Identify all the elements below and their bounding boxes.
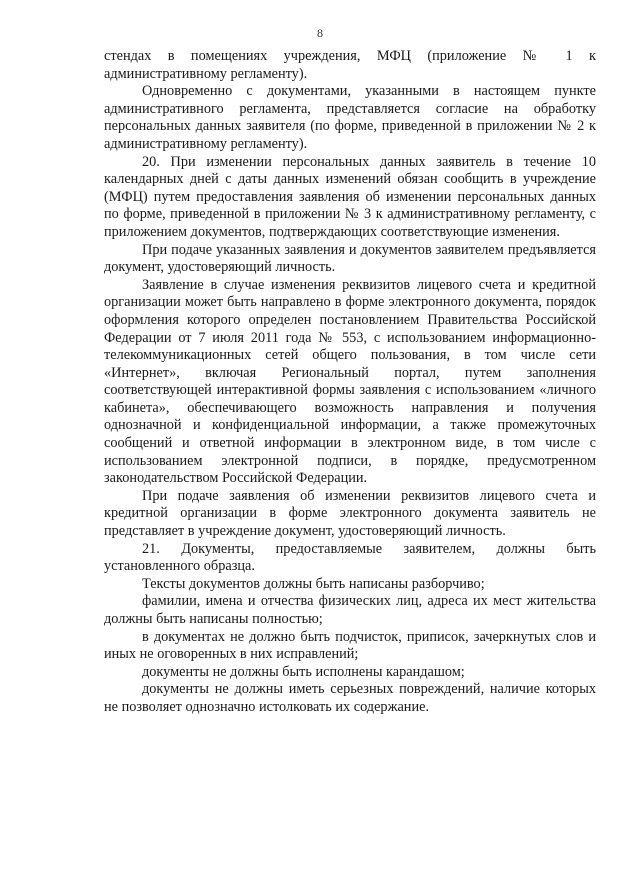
page-number: 8	[317, 26, 323, 40]
paragraph-identity-document: При подаче указанных заявления и документов заявителем предъявляется документ, удостоверяющий личность.	[104, 241, 596, 276]
paragraph-full-names: фамилии, имена и отчества физических лиц, адреса их мест жительства должны быть написаны полностью;	[104, 593, 596, 627]
paragraph-consent: Одновременно с документами, указанными в настоящем пункте административного регламента, представляется согласие на обработку персональных данных заявителя (по форме, приведенной в приложении № 2 к административному регламенту).	[104, 83, 596, 152]
paragraph-continuation: стендах в помещениях учреждения, МФЦ (приложение № 1 к административному регламенту).	[104, 48, 596, 82]
paragraph-no-damage: документы не должны иметь серьезных повреждений, наличие которых не позволяет однозначно истолковать их содержание.	[104, 681, 596, 715]
paragraph-legible-text: Тексты документов должны быть написаны разборчиво;	[142, 575, 485, 592]
paragraph-no-corrections: в документах не должно быть подчисток, приписок, зачеркнутых слов и иных не оговоренных в них исправлений;	[104, 628, 596, 663]
document-body	[104, 48, 596, 717]
paragraph-no-pencil: документы не должны быть исполнены карандашом;	[142, 663, 465, 680]
paragraph-item-21: 21. Документы, предоставляемые заявителем, должны быть установленного образца.	[104, 540, 596, 575]
paragraph-electronic-no-identity: При подаче заявления об изменении реквизитов лицевого счета и кредитной организации в форме электронного документа заявитель не представляет в учреждение документ, удостоверяющий личность.	[104, 487, 596, 540]
paragraph-item-20: 20. При изменении персональных данных заявитель в течение 10 календарных дней с даты данных изменений обязан сообщить в учреждение (МФЦ) путем предоставления заявления об изменении персональных данных по форме, приведенной в приложении № 3 к административному регламенту, с приложением документов, подтверждающих соответствующие изменения.	[104, 153, 596, 240]
paragraph-electronic-application: Заявление в случае изменения реквизитов лицевого счета и кредитной организации может быть направлено в форме электронного документа, порядок оформления которого определен постановлением Правительства Российской Федерации от 7 июля 2011 года № 553, с использованием информационно-телекоммуникационных сетей общего пользования, в том числе сети «Интернет», включая Региональный портал, путем заполнения соответствующей интерактивной формы заявления с использованием «личного кабинета», обеспечивающего возможность направления и получения однозначной и конфиденциальной информации, а также промежуточных сообщений и ответной информации в электронном виде, в том числе с использованием электронной подписи, в порядке, предусмотренном законодательством Российской Федерации.	[104, 276, 596, 487]
